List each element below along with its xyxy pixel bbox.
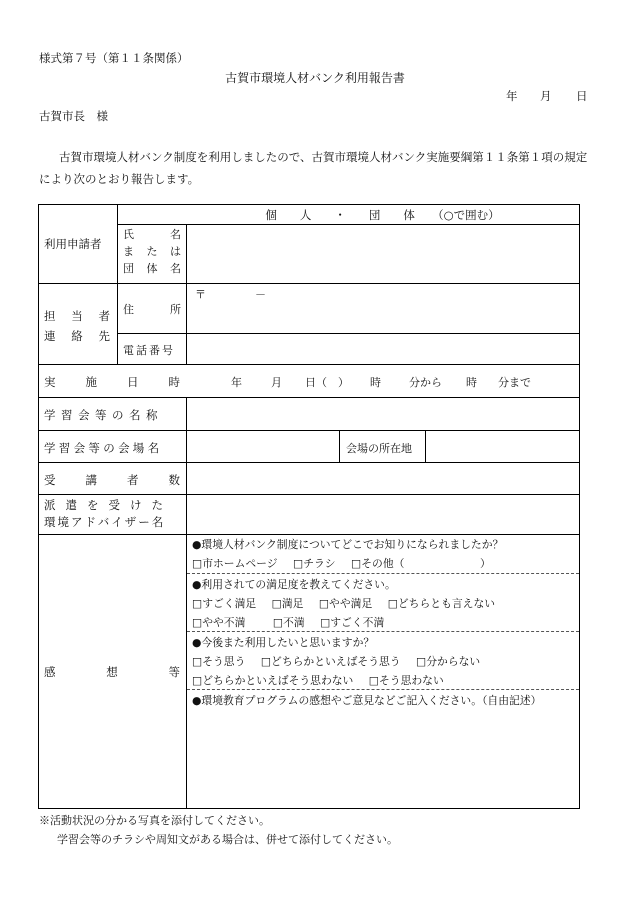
postal-mark: 〒 (195, 288, 206, 301)
phone-field[interactable] (187, 334, 578, 363)
attendees-label: 受 講 者 数 (44, 473, 180, 487)
q3-option-somewhat-agree[interactable]: □どちらかといえばそう思う (260, 655, 401, 668)
note-photo: ※活動状況の分かる写真を添付してください。 (39, 814, 270, 827)
form-number: 様式第７号（第１１条関係） (39, 51, 189, 65)
addressee: 古賀市長 様 (39, 109, 108, 123)
contact-label: 担 当 者 連 絡 先 (44, 309, 110, 343)
datetime-field[interactable] (187, 365, 578, 396)
free-comment-field[interactable] (187, 712, 578, 807)
datetime-year: 年 (231, 376, 242, 389)
advisor-field[interactable] (187, 495, 578, 533)
name-label: 氏 名 ま た は 団 体 名 (123, 228, 181, 275)
attendees-field[interactable] (187, 463, 578, 493)
survey-q3-options-row2 (192, 673, 456, 688)
address-label: 住 所 (123, 303, 181, 316)
address-field[interactable] (187, 284, 578, 332)
venue-location-field[interactable] (426, 431, 578, 461)
q2-option-satisfied[interactable]: □満足 (271, 597, 304, 610)
venue-field[interactable] (187, 431, 338, 461)
datetime-minute-end: 分まで (498, 376, 531, 389)
survey-q1: ●環境人材バンク制度についてどこでお知りになられましたか？ (192, 538, 504, 551)
phone-label: 電話番号 (123, 344, 175, 357)
note-flyer: 学習会等のチラシや周知文がある場合は、併せて添付してください。 (57, 833, 398, 846)
datetime-label: 実 施 日 時 (44, 375, 180, 389)
applicant-label: 利用申請者 (44, 237, 102, 251)
q2-option-very-dissatisfied[interactable]: □すごく不満 (320, 616, 385, 629)
name-field[interactable] (187, 225, 578, 282)
venue-label: 学習会等の会場名 (44, 441, 163, 455)
intro-text: 古賀市環境人材バンク制度を利用しましたので、古賀市環境人材バンク実施要綱第１１条第１項の規定により次のとおり報告します。 (39, 150, 588, 186)
q2-option-somewhat-dissatisfied[interactable]: □やや不満 (192, 616, 246, 629)
venue-location-label: 会場の所在地 (346, 442, 412, 455)
datetime-month: 月 (271, 376, 282, 389)
event-name-field[interactable] (187, 398, 578, 429)
q1-option-flyer[interactable]: □チラシ (293, 557, 336, 570)
q2-option-neutral[interactable]: □どちらとも言えない (387, 597, 496, 610)
survey-q2-options-row2 (192, 615, 396, 630)
q1-option-city-homepage[interactable]: □市ホームページ (192, 557, 278, 570)
survey-q2: ●利用されての満足度を教えてください。 (192, 578, 396, 591)
survey-q2-options-row1 (192, 596, 507, 611)
impressions-label: 感 想 等 (44, 665, 180, 679)
q3-option-agree[interactable]: □そう思う (192, 655, 246, 668)
document-title: 古賀市環境人材バンク利用報告書 (225, 71, 405, 85)
survey-q3-options-row1 (192, 654, 492, 669)
datetime-minute-start: 分から (409, 376, 442, 389)
q2-option-dissatisfied[interactable]: □不満 (272, 616, 305, 629)
q3-option-not-sure[interactable]: □分からない (416, 655, 481, 668)
date-year: 年 (506, 89, 518, 103)
date-day: 日 (576, 89, 588, 103)
datetime-day: 日（ ） (305, 376, 349, 389)
type-header: 個 人 ・ 団 体 （○で囲む） (265, 208, 500, 222)
event-name-label: 学習会等の名称 (44, 408, 163, 422)
q1-option-other[interactable]: □その他（ ） (351, 557, 491, 570)
datetime-hour-start: 時 (370, 376, 381, 389)
postal-dash: － (255, 288, 266, 301)
q2-option-somewhat-satisfied[interactable]: □やや満足 (318, 597, 373, 610)
datetime-hour-end: 時 (466, 376, 477, 389)
survey-q4: ●環境教育プログラムの感想やご意見などご記入ください。（自由記述） (192, 694, 542, 707)
q3-option-disagree[interactable]: □そう思わない (368, 674, 444, 687)
date-month: 月 (540, 89, 552, 103)
q2-option-very-satisfied[interactable]: □すごく満足 (192, 597, 257, 610)
q3-option-somewhat-disagree[interactable]: □どちらかといえばそう思わない (192, 674, 354, 687)
survey-q3: ●今後また利用したいと思いますか？ (192, 636, 375, 649)
survey-q1-options (192, 556, 503, 571)
advisor-label: 派遣を受けた 環境アドバイザー名 (44, 498, 173, 529)
